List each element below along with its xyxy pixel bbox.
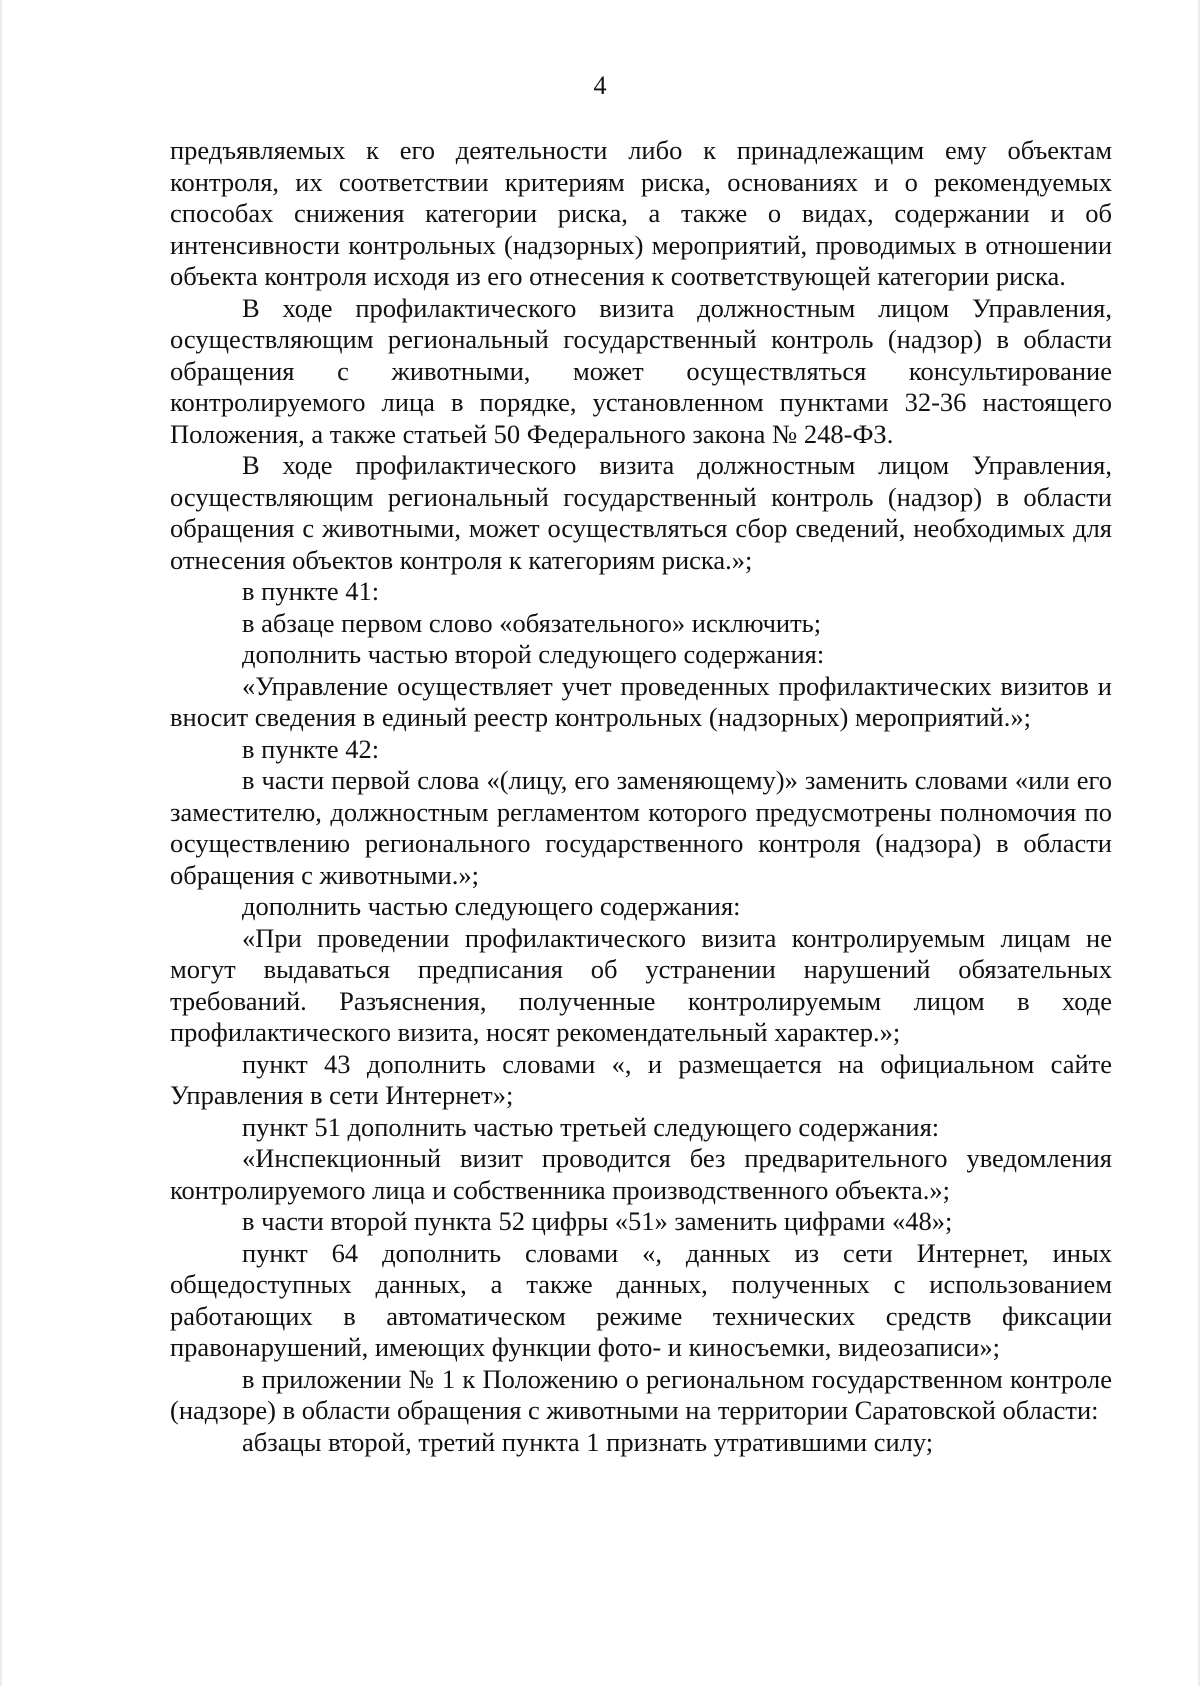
paragraph-item-64: пункт 64 дополнить словами «, данных из сети Интернет, иных общедоступных данных, а также данных, полученных с использованием работающих в автоматическом режиме технических средств фиксации правонарушений, имеющих функции фото- и киносъемки, видеозаписи»; <box>170 1237 1112 1362</box>
paragraph-item-41-add: дополнить частью второй следующего содержания: <box>242 639 825 669</box>
paragraph-consultation: В ходе профилактического визита должностным лицом Управления, осуществляющим региональный государственный контроль (надзор) в области обращения с животными, может осуществляться консультирование контролируемого лица в порядке, установленном пунктами 32-36 настоящего Положения, а также статьей 50 Федерального закона № 248-ФЗ. <box>170 292 1112 449</box>
paragraph-item-51-text: «Инспекционный визит проводится без предварительного уведомления контролируемого лица и собственника производственного объекта.»; <box>170 1143 1112 1205</box>
paragraph-item-52: в части второй пункта 52 цифры «51» заменить цифрами «48»; <box>242 1206 953 1236</box>
paragraph-item-41-text: «Управление осуществляет учет проведенных профилактических визитов и вносит сведения в единый реестр контрольных (надзорных) мероприятий.»; <box>170 670 1112 732</box>
paragraph-appendix-1-item-1: абзацы второй, третий пункта 1 признать утратившими силу; <box>242 1426 934 1457</box>
paragraph-item-42-first: в части первой слова «(лицу, его заменяющему)» заменить словами «или его заместителю, должностным регламентом которого предусмотрены полномочия по осуществлению регионального государственного контроля (надзора) в области обращения с животными.»; <box>170 765 1112 890</box>
paragraph-item-42: в пункте 42: <box>242 733 380 764</box>
paragraph-item-43: пункт 43 дополнить словами «, и размещается на официальном сайте Управления в сети Интернет»; <box>170 1048 1112 1110</box>
paragraph-appendix-1: в приложении № 1 к Положению о региональном государственном контроле (надзоре) в области обращения с животными на территории Саратовской области: <box>170 1363 1112 1425</box>
document-body <box>170 135 1112 1458</box>
paragraph-data-collection: В ходе профилактического визита должностным лицом Управления, осуществляющим региональный государственный контроль (надзор) в области обращения с животными, может осуществляться сбор сведений, необходимых для отнесения объектов контроля к категориям риска.»; <box>170 450 1112 575</box>
paragraph-item-42-text: «При проведении профилактического визита контролируемым лицам не могут выдаваться предписания об устранении нарушений обязательных требований. Разъяснения, полученные контролируемым лицом в ходе профилактического визита, носят рекомендательный характер.»; <box>170 922 1112 1047</box>
page-number: 4 <box>593 71 607 100</box>
paragraph-item-42-add: дополнить частью следующего содержания: <box>242 891 741 921</box>
paragraph-item-41-first: в абзаце первом слово «обязательного» исключить; <box>242 607 822 638</box>
scan-edge-left <box>0 0 3 1686</box>
paragraph-item-41: в пункте 41: <box>242 576 380 606</box>
paragraph-item-51: пункт 51 дополнить частью третьей следующего содержания: <box>242 1111 940 1142</box>
paragraph-continuation: предъявляемых к его деятельности либо к принадлежащим ему объектам контроля, их соответствии критериям риска, основаниях и о рекомендуемых способах снижения категории риска, а также о видах, содержании и об интенсивности контрольных (надзорных) мероприятий, проводимых в отношении объекта контроля исходя из его отнесения к соответствующей категории риска. <box>170 135 1112 291</box>
